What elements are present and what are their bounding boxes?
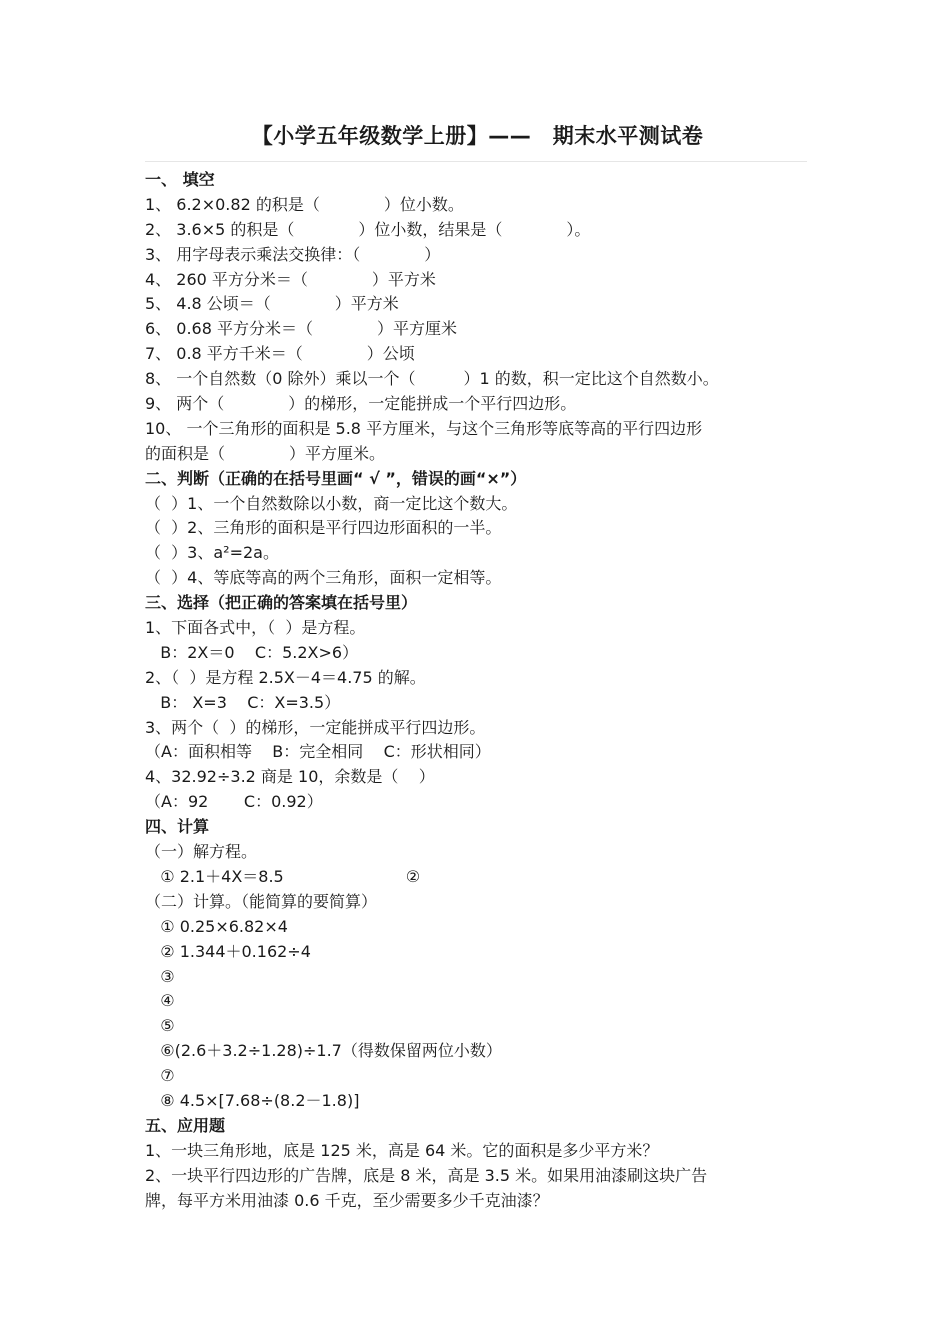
question-line: 9、 两个（ ）的梯形，一定能拼成一个平行四边形。 [145,394,577,414]
question-line: 8、 一个自然数（0 除外）乘以一个（ ）1 的数，积一定比这个自然数小。 [145,369,719,389]
question-line: ① 0.25×6.82×4 [145,916,288,936]
title-divider [145,161,807,162]
question-line: ⑦ [145,1066,175,1086]
question-line: 6、 0.68 平方分米＝（ ）平方厘米 [145,319,457,339]
question-line: （ ）1、一个自然数除以小数，商一定比这个数大。 [145,493,518,513]
question-line: ⑧ 4.5×[7.68÷(8.2－1.8)] [145,1090,360,1110]
document-body [145,168,810,1213]
page-title: 【小学五年级数学上册】—— 期末水平测试卷 [251,124,704,148]
section [145,467,810,591]
question-line: 2、一块平行四边形的广告牌，底是 8 米，高是 3.5 米。如果用油漆刷这块广告 [145,1165,708,1185]
question-line: 5、 4.8 公顷＝（ ）平方米 [145,294,399,314]
question-line: 4、 260 平方分米＝（ ）平方米 [145,269,436,289]
question-line: 2、 3.6×5 的积是（ ）位小数，结果是（ ）。 [145,219,591,239]
question-line: （ ）4、等底等高的两个三角形，面积一定相等。 [145,568,502,588]
question-line: 的面积是（ ）平方厘米。 [145,443,386,463]
question-line: （二）计算。（能简算的要简算） [145,891,378,911]
section-heading: 二、判断（正确的在括号里画“ √ ”，错误的画“×”） [145,468,527,488]
question-line: 1、一块三角形地，底是 125 米，高是 64 米。它的面积是多少平方米？ [145,1140,659,1160]
section [145,815,810,1114]
question-line: 7、 0.8 平方千米＝（ ）公顷 [145,344,415,364]
section-heading: 三、选择（把正确的答案填在括号里） [145,593,418,613]
question-line: ⑤ [145,1016,175,1036]
question-line: （ ）2、三角形的面积是平行四边形面积的一半。 [145,518,502,538]
question-line: （A：92 C：0.92） [145,792,323,812]
question-line: （A：面积相等 B：完全相同 C：形状相同） [145,742,491,762]
section-heading: 一、 填空 [145,170,215,189]
question-line: 3、两个（ ）的梯形，一定能拼成平行四边形。 [145,717,486,737]
question-line: ③ [145,966,175,986]
question-line: （一）解方程。 [145,842,258,862]
question-line: 4、32.92÷3.2 商是 10，余数是（ ） [145,767,435,787]
question-line: B：2X＝0 C：5.2X>6） [145,642,359,662]
question-line: 2、（ ）是方程 2.5X－4＝4.75 的解。 [145,667,426,687]
question-line: 3、 用字母表示乘法交换律：（ ） [145,244,441,264]
question-line: ② 1.344＋0.162÷4 [145,941,311,961]
section-heading: 四、计算 [145,817,210,837]
section-heading: 五、应用题 [145,1115,226,1135]
question-line: ① 2.1＋4X＝8.5 ② [145,866,421,886]
question-line: 1、 6.2×0.82 的积是（ ）位小数。 [145,194,464,214]
section [145,1114,810,1214]
question-line: （ ）3、a²=2a。 [145,543,279,563]
question-line: ④ [145,991,175,1011]
question-line: 牌，每平方米用油漆 0.6 千克，至少需要多少千克油漆？ [145,1190,549,1210]
section [145,591,810,815]
question-line: 1、下面各式中，（ ）是方程。 [145,618,366,638]
section [145,168,810,467]
question-line: B： X=3 C：X=3.5） [145,692,341,712]
question-line: ⑥(2.6＋3.2÷1.28)÷1.7（得数保留两位小数） [145,1041,502,1061]
question-line: 10、 一个三角形的面积是 5.8 平方厘米，与这个三角形等底等高的平行四边形 [145,418,703,438]
